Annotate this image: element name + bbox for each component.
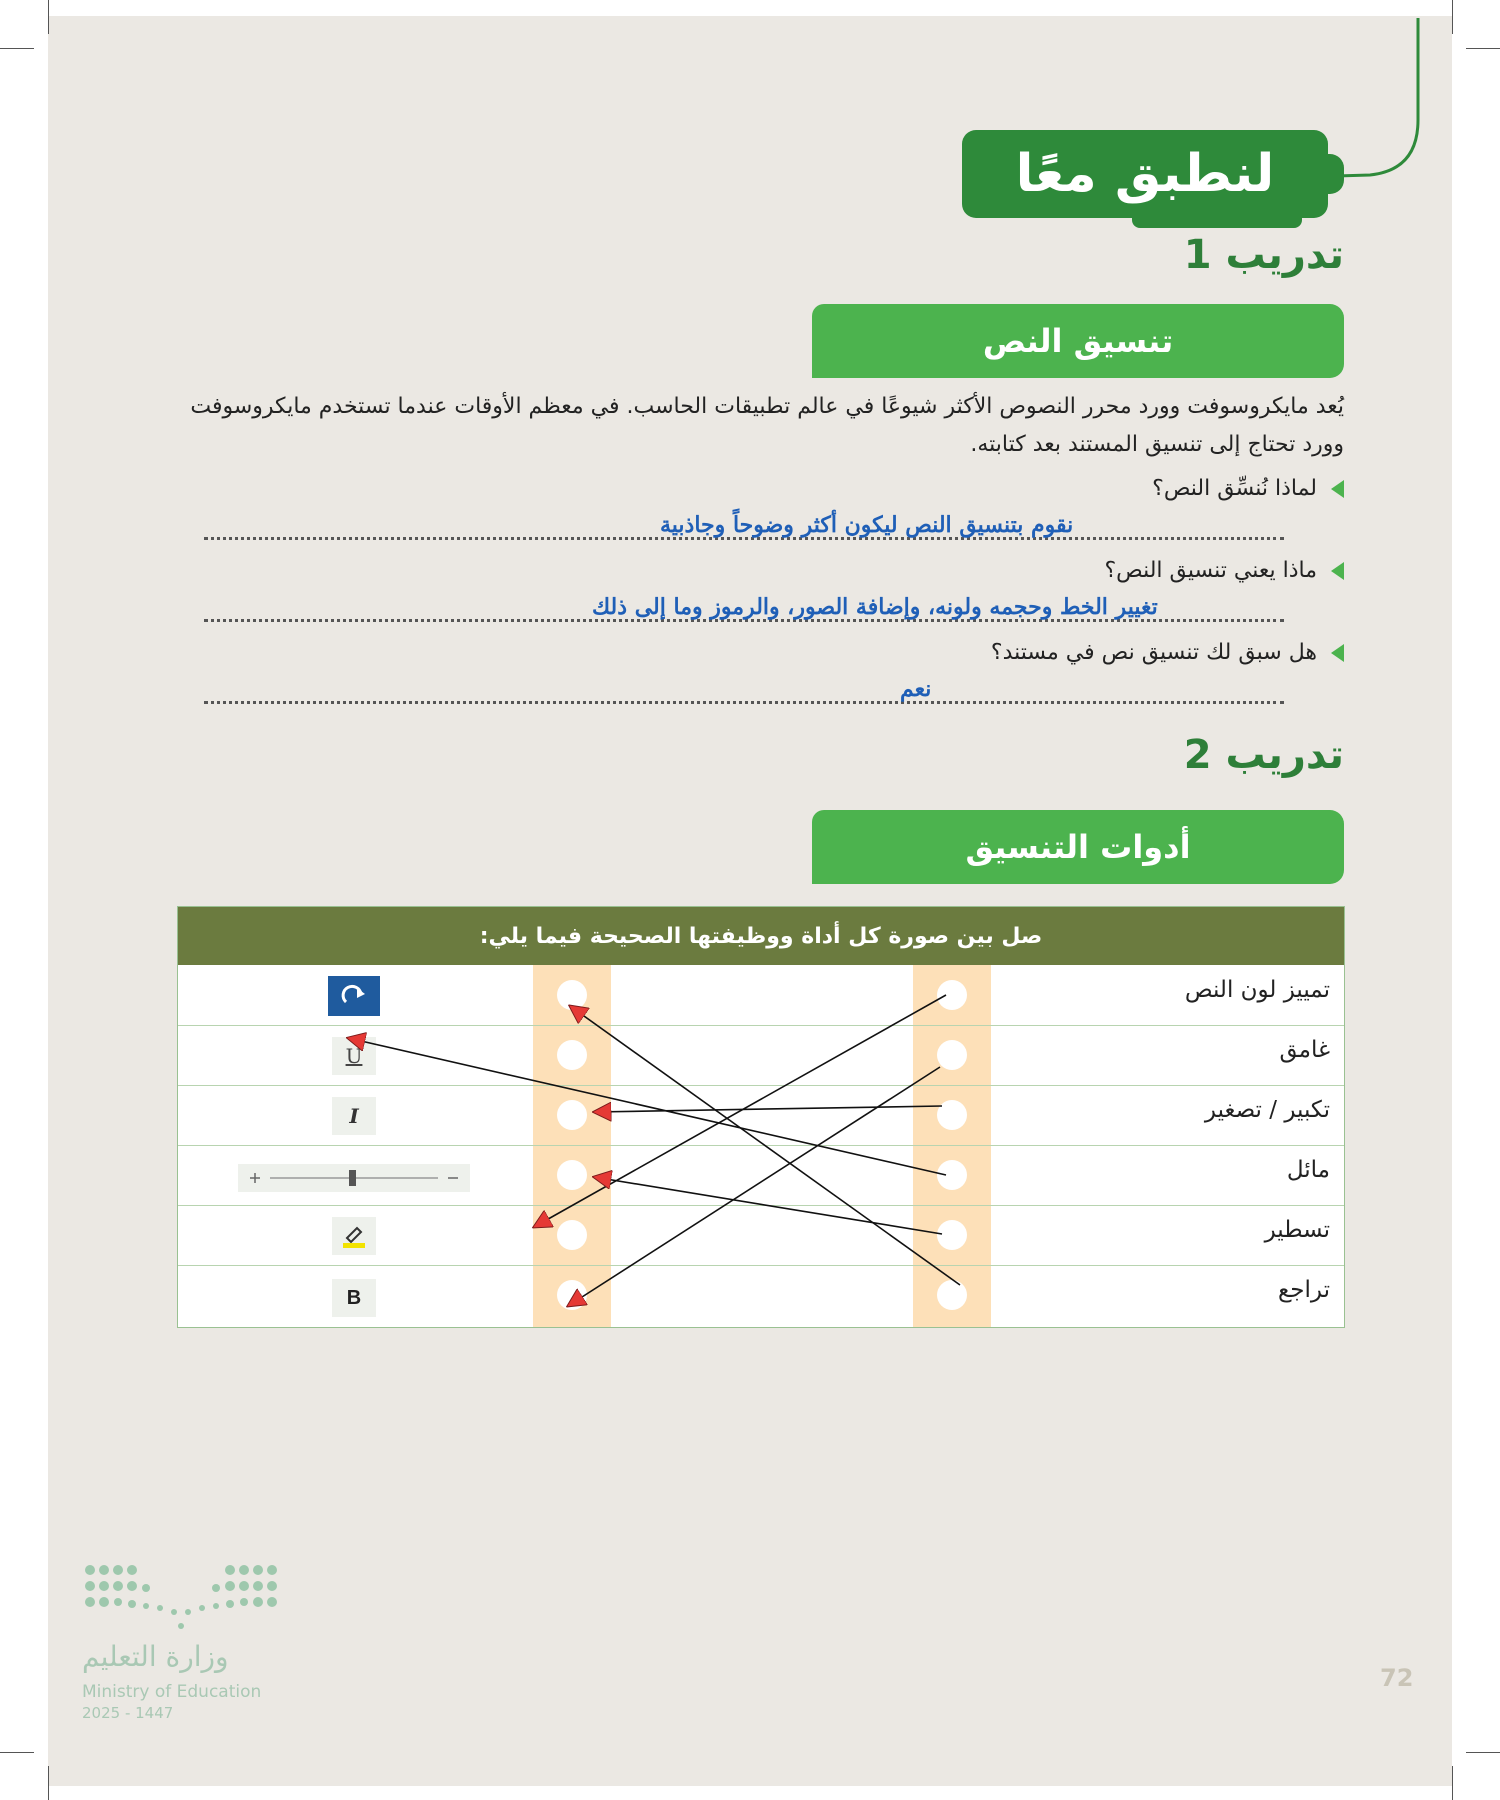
- exercise2-heading: تدريب 2: [1183, 732, 1344, 778]
- function-label-italic: مائل: [1286, 1157, 1330, 1183]
- exercise2-tag: أدوات التنسيق: [812, 810, 1344, 884]
- answer-2: تغيير الخط وحجمه ولونه، وإضافة الصور، والرموز وما إلى ذلك: [592, 594, 1158, 620]
- function-label-zoom: تكبير / تصغير: [1204, 1097, 1330, 1123]
- bold-glyph: B: [346, 1286, 362, 1309]
- match-arrow: [570, 1006, 960, 1285]
- function-label-bold: غامق: [1279, 1037, 1330, 1063]
- function-label-undo: تراجع: [1278, 1277, 1330, 1303]
- answer-1: نقوم بتنسيق النص ليكون أكثر وضوحاً وجاذبية: [660, 512, 1074, 538]
- question-1-text: لماذا نُنسِّق النص؟: [1152, 476, 1317, 501]
- page-title-text: لنطبق معًا: [1015, 144, 1275, 204]
- match-arrow: [534, 995, 946, 1227]
- function-label-highlight: تمييز لون النص: [1184, 977, 1330, 1003]
- ministry-name-en: Ministry of Education: [82, 1682, 262, 1702]
- exercise1-tag: تنسيق النص: [812, 304, 1344, 378]
- question-3-text: هل سبق لك تنسيق نص في مستند؟: [990, 640, 1317, 665]
- question-2-text: ماذا يعني تنسيق النص؟: [1104, 558, 1317, 583]
- answer-3: نعم: [900, 676, 932, 702]
- match-arrow: [345, 1038, 946, 1175]
- italic-glyph: I: [349, 1104, 359, 1128]
- page-number: 72: [1380, 1664, 1414, 1692]
- ministry-logo-icon: [82, 1560, 282, 1640]
- underline-glyph: U: [345, 1044, 363, 1068]
- exercise1-heading: تدريب 1: [1183, 232, 1344, 278]
- instruction-text: صل بين صورة كل أداة ووظيفتها الصحيحة فيما يلي:: [479, 923, 1043, 949]
- match-arrow: [594, 1177, 942, 1234]
- ministry-name-ar: وزارة التعليم: [82, 1640, 229, 1673]
- ministry-year: 2025 - 1447: [82, 1704, 174, 1722]
- function-label-underline: تسطير: [1264, 1217, 1330, 1243]
- exercise1-intro: يُعد مايكروسوفت وورد محرر النصوص الأكثر شيوعًا في عالم تطبيقات الحاسب. في معظم الأوقات عندما تستخدم مايكروسوفت وورد تحتاج إلى تنسيق المستند بعد كتابته.: [190, 394, 1344, 457]
